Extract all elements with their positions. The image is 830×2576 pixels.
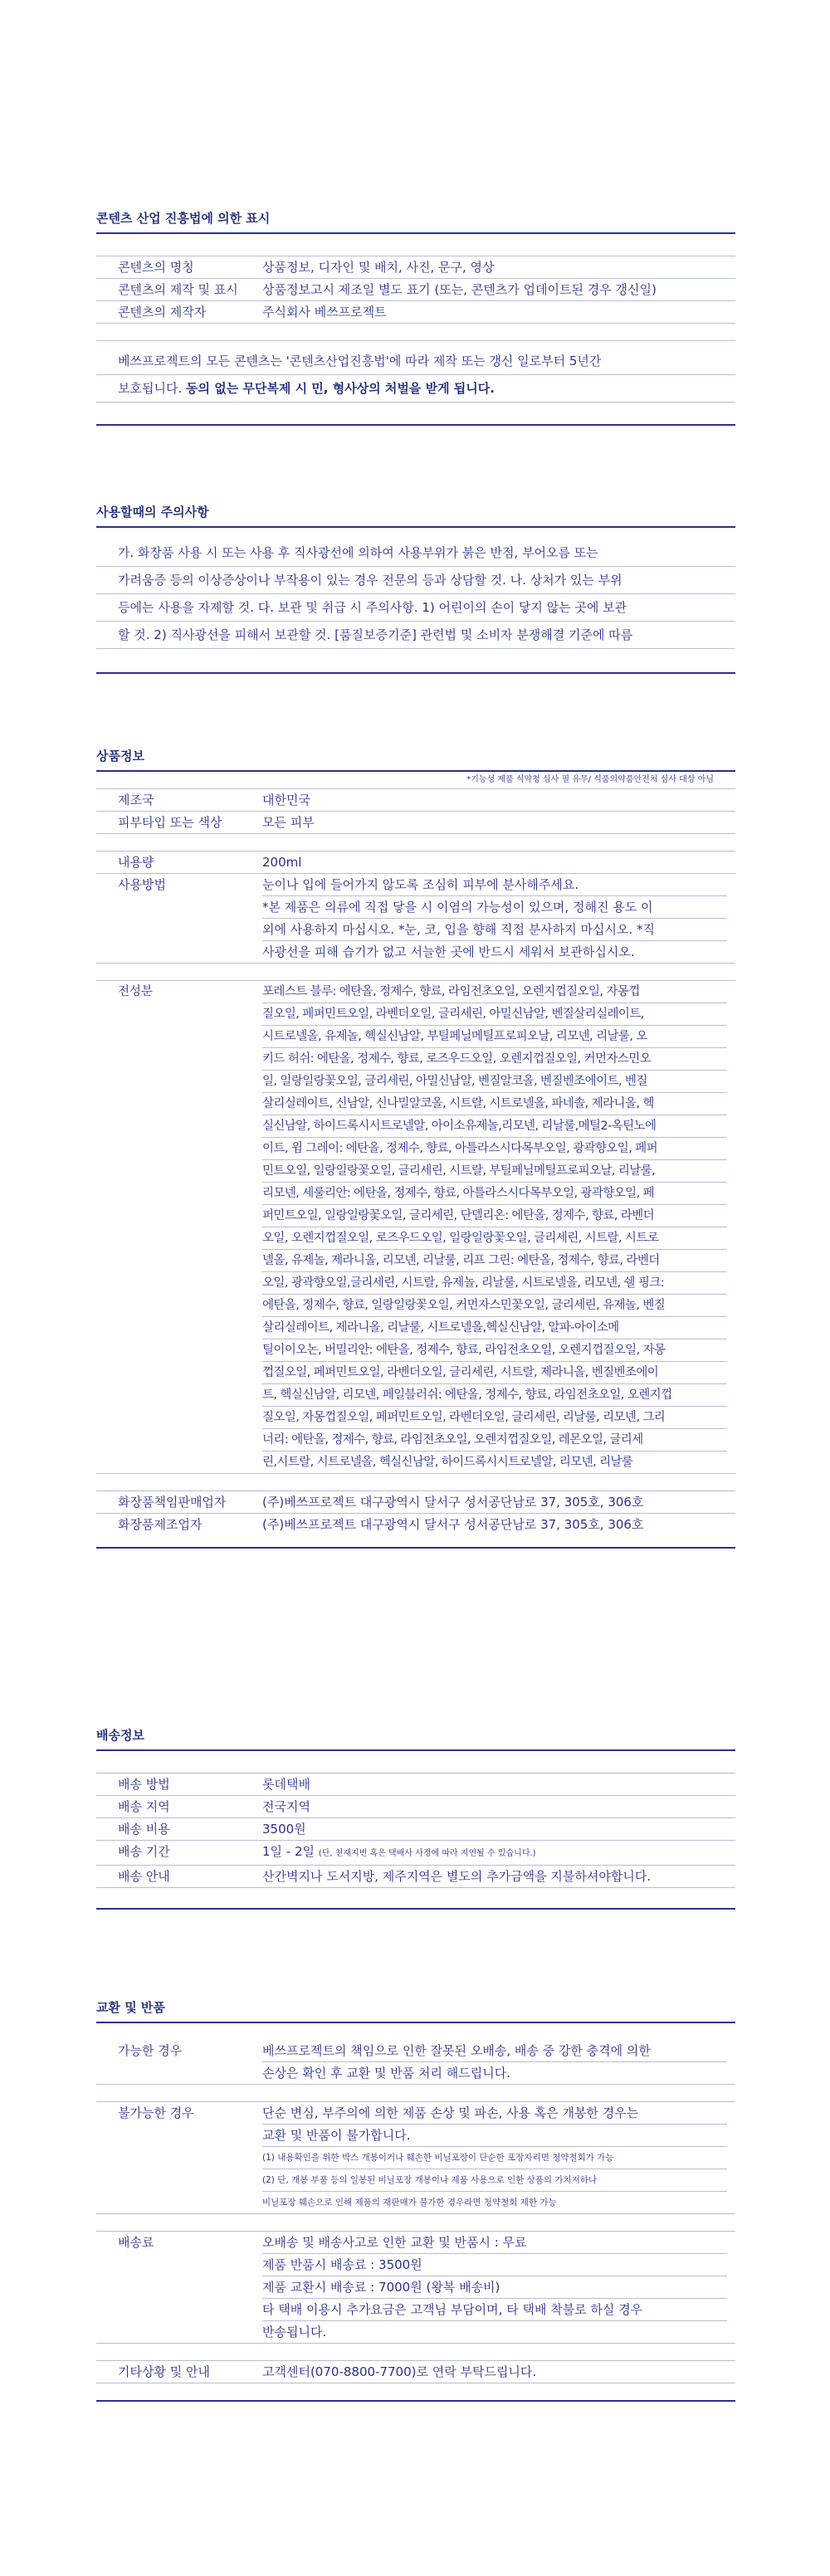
copyright-text-line: 베쓰프로젝트의 모든 콘텐츠는 '콘텐츠산업진흥법'에 따라 제작 또는 갱신 일로부터 5년간 bbox=[96, 341, 735, 375]
delivery-guide-row bbox=[96, 1866, 735, 1888]
ingredients-line: 실신남알, 하이드록시시트로넬알, 아이소유제놀,리모넨, 리날룰,메틸2-옥틴노에 bbox=[262, 1115, 727, 1138]
row-value: 고객센터(070-8800-7700)로 연락 부탁드립니다. bbox=[262, 2364, 537, 2379]
ingredients-list bbox=[262, 981, 735, 1473]
content-producer-row bbox=[96, 301, 735, 324]
ingredients-line: 린,시트랄, 시트로넬올, 헥실신남알, 하이드록시시트로넬알, 리모넨, 리날룰 bbox=[262, 1456, 633, 1469]
caution-line: 가려움증 등의 이상증상이나 부작용이 있는 경우 전문의 등과 상담할 것. 나. 상처가 있는 부위 bbox=[96, 567, 735, 594]
copyright-text-line bbox=[96, 375, 735, 402]
section-divider bbox=[96, 1547, 735, 1549]
row-label: 화장품제조업자 bbox=[118, 1517, 203, 1532]
row-label: 배송 기간 bbox=[118, 1844, 170, 1859]
usage-line: 사광선을 피해 습기가 없고 서늘한 곳에 반드시 세워서 보관하십시오. bbox=[262, 944, 635, 959]
row-value: 200ml bbox=[262, 855, 302, 870]
ingredients-line: 틸이이오논, 버밀리안: 에탄올, 정제수, 향료, 라임전초오일, 오렌지껍질오일, 자몽 bbox=[262, 1339, 727, 1362]
content-name-row bbox=[96, 256, 735, 279]
volume-row bbox=[96, 851, 735, 874]
ingredients-line: 일, 일랑일랑꽃오일, 글리세린, 아밀신남알, 벤질알코올, 벤질벤조에이트, 벤질 bbox=[262, 1071, 727, 1093]
ingredients-line: 오일, 광곽향오일,글리세린, 시트랄, 유제놀, 리날룰, 시트로넬올, 리모넨, 쉘 핑크: bbox=[262, 1272, 727, 1295]
ingredients-line: 너리: 에탄올, 정제수, 향료, 라임전초오일, 오렌지껍질오일, 레몬오일, 글리세 bbox=[262, 1429, 727, 1451]
row-label: 제조국 bbox=[118, 793, 154, 807]
ingredients-line: 질오일, 자몽껍질오일, 페퍼민트오일, 라벤더오일, 글리세린, 리날룰, 리모넨, 그리 bbox=[262, 1407, 727, 1429]
row-label: 콘텐츠의 제작 및 표시 bbox=[118, 282, 238, 297]
content-production-row bbox=[96, 279, 735, 301]
ingredients-line: 키드 허쉬: 에탄올, 정제수, 향료, 로즈우드오일, 오렌지껍질오일, 커먼자스민오 bbox=[262, 1048, 727, 1071]
ingredients-line: 리모넨, 세룰리안: 에탄올, 정제수, 향료, 아틀라스시다목부오일, 광곽향오일, 페 bbox=[262, 1183, 727, 1205]
impossible-note: (2) 단, 개봉 부품 등의 일봉된 비닐포장 개봉이나 제품 사용으로 인한 상품의 가치저하나 bbox=[262, 2169, 727, 2192]
usage-row bbox=[96, 874, 735, 964]
usage-line: 외에 사용하지 마십시오. *눈, 코, 입을 향해 직접 분사하지 마십시오. *직 bbox=[262, 919, 727, 941]
fee-line: 오배송 및 배송사고로 인한 교환 및 반품시 : 무료 bbox=[262, 2232, 727, 2254]
ingredients-line: 이트, 윔 그레이: 에탄올, 정제수, 향료, 아틀라스시다목부오일, 광곽향오일, 페퍼 bbox=[262, 1138, 727, 1160]
row-value: (주)베쓰프로젝트 대구광역시 달서구 성서공단남로 37, 305호, 306호 bbox=[262, 1495, 644, 1510]
caution-title: 사용할때의 주의사항 bbox=[96, 503, 735, 528]
functional-note: *기능성 제품 식약청 심사 필 유무/ 식품의약품안전처 심사 대상 아님 bbox=[96, 772, 735, 789]
row-label: 콘텐츠의 제작자 bbox=[118, 305, 207, 320]
row-value: 모든 피부 bbox=[262, 815, 315, 830]
caution-line: 가. 화장품 사용 시 또는 사용 후 직사광선에 의하여 사용부위가 붉은 반점, 부어오름 또는 bbox=[96, 539, 735, 567]
ingredients-line: 트, 헥실신남알, 리모넨, 페일블러쉬: 에탄올, 정제수, 향료, 라임전초오일, 오렌지껍 bbox=[262, 1384, 727, 1407]
delivery-title: 배송정보 bbox=[96, 1726, 735, 1751]
row-label: 배송 방법 bbox=[118, 1777, 170, 1792]
section-divider bbox=[96, 672, 735, 674]
delivery-cost-row bbox=[96, 1818, 735, 1841]
seller-row bbox=[96, 1491, 735, 1514]
row-label: 불가능한 경우 bbox=[118, 2105, 194, 2120]
ingredients-line: 포레스트 블루: 에탄올, 정제수, 향료, 라임전초오일, 오렌지껍질오일, 자몽껍 bbox=[262, 981, 727, 1003]
row-value: 상품정보, 디자인 및 배치, 사진, 문구, 영상 bbox=[262, 260, 495, 275]
row-label: 콘텐츠의 명칭 bbox=[118, 260, 194, 275]
exchange-title: 교환 및 반품 bbox=[96, 1998, 735, 2023]
exchange-section bbox=[96, 1998, 735, 2402]
copyright-text: 보호됩니다. bbox=[118, 381, 186, 396]
row-value: 3500원 bbox=[262, 1822, 306, 1837]
content-notice-section bbox=[96, 209, 735, 426]
row-label: 배송료 bbox=[118, 2235, 154, 2250]
usage-line: 눈이나 입에 들어가지 않도록 조심히 피부에 분사해주세요. bbox=[262, 874, 727, 896]
fee-line: 반송됩니다. bbox=[262, 2325, 327, 2339]
row-value: 주식회사 베쓰프로젝트 bbox=[262, 305, 387, 320]
row-value bbox=[262, 1841, 735, 1865]
exchange-fee-row bbox=[96, 2232, 735, 2344]
country-row bbox=[96, 789, 735, 812]
possible-line: 베쓰프로젝트의 책임으로 인한 잘못된 오배송, 배송 중 강한 충격에 의한 bbox=[262, 2040, 727, 2062]
delivery-period-row bbox=[96, 1841, 735, 1866]
ingredients-line: 에탄올, 정제수, 향료, 일랑일랑꽃오일, 커먼자스민꽃오일, 글리세린, 유제놀, 벤질 bbox=[262, 1295, 727, 1317]
row-value bbox=[262, 2232, 735, 2343]
fee-line: 타 택배 이용시 추가요금은 고객님 부담이며, 타 택배 착불로 하실 경우 bbox=[262, 2299, 727, 2321]
impossible-line: 교환 및 반품이 불가합니다. bbox=[262, 2125, 727, 2147]
row-value: 대한민국 bbox=[262, 793, 310, 807]
maker-row bbox=[96, 1514, 735, 1535]
ingredients-line: 질오일, 페퍼민트오일, 라벤더오일, 글리세린, 아밀신남알, 벤질살리실레이트, bbox=[262, 1003, 727, 1026]
section-divider bbox=[96, 1908, 735, 1910]
ingredients-line: 살리실레이트, 신남알, 신나밀알코올, 시트랄, 시트로넬올, 파네솔, 제라니올, 헥 bbox=[262, 1093, 727, 1115]
ingredients-line: 넬올, 유제놀, 제라니올, 리모넨, 리날룰, 리프 그린: 에탄올, 정제수, 향료, 라벤더 bbox=[262, 1250, 727, 1272]
product-info-title: 상품정보 bbox=[96, 747, 735, 772]
exchange-possible-row bbox=[96, 2040, 735, 2085]
row-label: 배송 비용 bbox=[118, 1822, 170, 1837]
ingredients-line: 껍질오일, 페퍼민트오일, 라벤더오일, 글리세린, 시트랄, 제라니올, 벤질벤조에이 bbox=[262, 1362, 727, 1384]
period-value: 1일 - 2일 bbox=[262, 1844, 315, 1859]
row-label: 기타상황 및 안내 bbox=[118, 2364, 210, 2379]
section-divider bbox=[96, 424, 735, 426]
content-notice-title: 콘텐츠 산업 진흥법에 의한 표시 bbox=[96, 209, 735, 234]
usage-line: *본 제품은 의류에 직접 닿을 시 이염의 가능성이 있으며, 정해진 용도 이 bbox=[262, 896, 727, 919]
exchange-impossible-row bbox=[96, 2102, 735, 2214]
row-value: (주)베쓰프로젝트 대구광역시 달서구 성서공단남로 37, 305호, 306호 bbox=[262, 1517, 644, 1532]
row-label: 화장품책임판매업자 bbox=[118, 1495, 227, 1510]
impossible-line: 단순 변심, 부주의에 의한 제품 손상 및 파손, 사용 혹은 개봉한 경우는 bbox=[262, 2102, 727, 2125]
row-value bbox=[262, 2040, 735, 2084]
row-value: 전국지역 bbox=[262, 1799, 310, 1814]
ingredients-line: 시트로넬올, 유제놀, 헥실신남알, 부틸페닐메틸프로피오날, 리모넨, 리날룰, 오 bbox=[262, 1026, 727, 1048]
ingredients-line: 민트오일, 일랑일랑꽃오일, 글리세린, 시트랄, 부틸페닐메틸프로피오날, 리날룰, bbox=[262, 1160, 727, 1183]
row-label: 전성분 bbox=[118, 985, 154, 998]
impossible-note: 비닐포장 훼손으로 인해 제품의 재판매가 불가한 경우라면 청약철회 제한 가능 bbox=[262, 2198, 557, 2208]
row-value: 롯데택배 bbox=[262, 1777, 310, 1792]
ingredients-line: 퍼민트오일, 일랑일랑꽃오일, 글리세린, 단델리온: 에탄올, 정제수, 향료, 라벤더 bbox=[262, 1205, 727, 1227]
possible-line: 손상은 확인 후 교환 및 반품 처리 해드립니다. bbox=[262, 2066, 510, 2081]
row-value: 상품정보고시 제조일 별도 표기 (또는, 콘텐츠가 업데이트된 경우 갱신일) bbox=[262, 282, 657, 297]
row-value bbox=[262, 874, 735, 963]
fee-line: 제품 교환시 배송료 : 7000원 (왕복 배송비) bbox=[262, 2276, 727, 2299]
row-value bbox=[262, 2102, 735, 2213]
row-label: 가능한 경우 bbox=[118, 2043, 183, 2058]
exchange-etc-row bbox=[96, 2361, 735, 2383]
ingredients-row bbox=[96, 981, 735, 1474]
caution-line: 할 것. 2) 직사광선을 피해서 보관할 것. [품질보증기준] 관련법 및 소비자 분쟁해결 기준에 따름 bbox=[96, 622, 735, 649]
delivery-area-row bbox=[96, 1796, 735, 1818]
row-label: 사용방법 bbox=[118, 877, 166, 892]
ingredients-line: 살리실레이트, 제라니올, 리날룰, 시트로넬올,헥실신남알, 알파-아이소메 bbox=[262, 1317, 727, 1339]
caution-section bbox=[96, 503, 735, 674]
product-info-section bbox=[96, 747, 735, 1549]
period-note: (단, 천재지변 혹은 택배사 사정에 따라 지연될 수 있습니다.) bbox=[318, 1849, 536, 1858]
caution-line: 등에는 사용을 자제할 것. 다. 보관 및 취급 시 주의사항. 1) 어린이의 손이 닿지 않는 곳에 보관 bbox=[96, 594, 735, 622]
impossible-note: (1) 내용확인을 위한 박스 개봉이거나 훼손한 비닐포장이 단순한 포장자리면 청약철회가 가능 bbox=[262, 2147, 727, 2169]
delivery-section bbox=[96, 1726, 735, 1910]
ingredients-line: 오일, 오렌지껍질오일, 로즈우드오일, 일랑일랑꽃오일, 글리세린, 시트랄, 시트로 bbox=[262, 1227, 727, 1250]
section-divider bbox=[96, 2400, 735, 2402]
row-value: 산간벽지나 도서지방, 제주지역은 별도의 추가금액을 지불하셔야합니다. bbox=[262, 1869, 652, 1884]
row-label: 배송 지역 bbox=[118, 1799, 170, 1814]
skin-type-row bbox=[96, 812, 735, 834]
copyright-warning: 동의 없는 무단복제 시 민, 형사상의 처벌을 받게 됩니다. bbox=[186, 381, 495, 396]
delivery-method-row bbox=[96, 1773, 735, 1796]
row-label: 배송 안내 bbox=[118, 1869, 170, 1884]
row-label: 피부타입 또는 색상 bbox=[118, 815, 222, 830]
row-label: 내용량 bbox=[118, 855, 154, 870]
fee-line: 제품 반품시 배송료 : 3500원 bbox=[262, 2254, 727, 2276]
